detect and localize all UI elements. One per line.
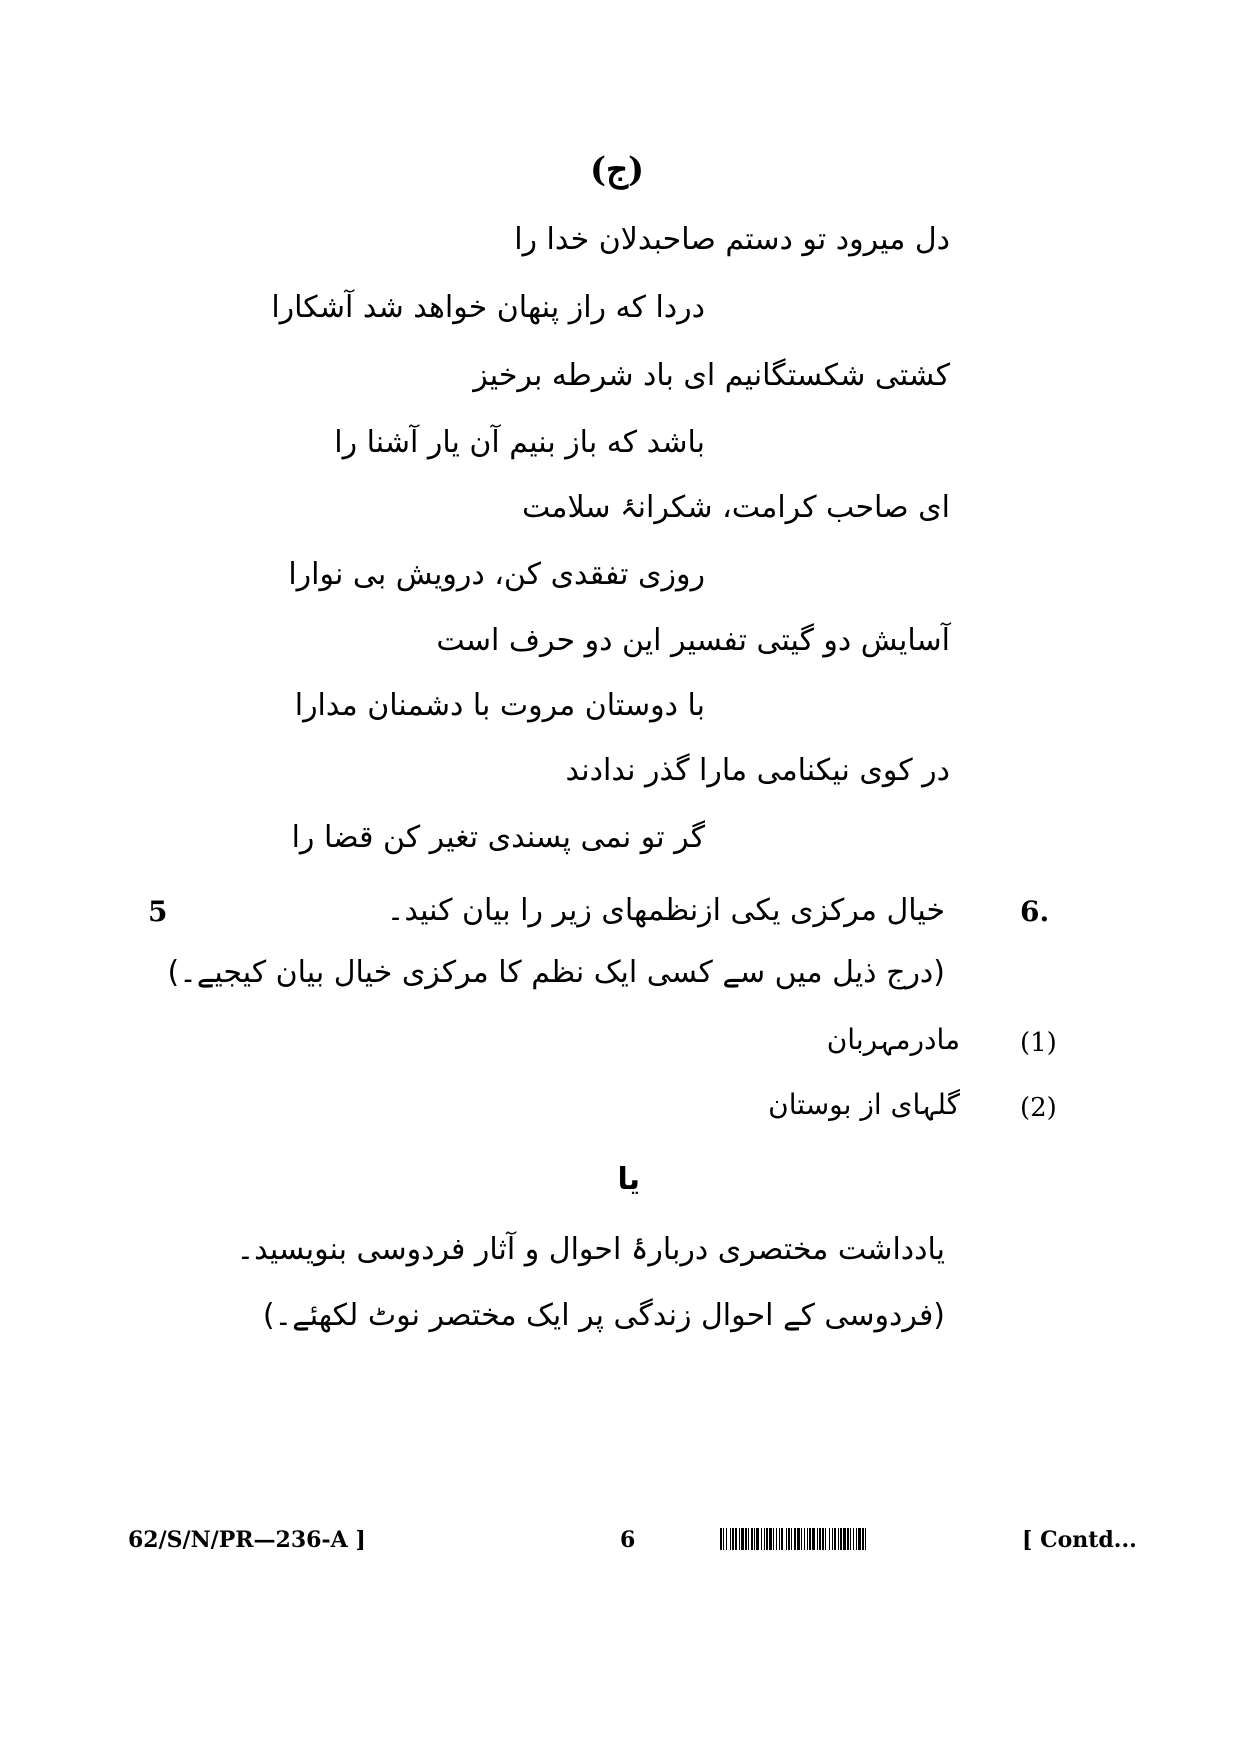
poem-line: ای صاحب کرامت، شکرانۂ سلامت	[521, 490, 950, 525]
barcode	[720, 1528, 1015, 1550]
poem-line: گر تو نمی پسندی تغیر کن قضا را	[291, 820, 705, 855]
option-number: (1)	[1020, 1028, 1057, 1058]
option-text: مادرمہربان	[826, 1023, 960, 1056]
barcode-bar	[866, 1528, 868, 1550]
poem-line: دردا که راز پنهان خواهد شد آشکارا	[271, 290, 705, 325]
section-heading: (ج)	[590, 150, 645, 190]
poem-line: دل میرود تو دستم صاحبدلان خدا را	[514, 222, 950, 257]
page-number: 6	[620, 1527, 636, 1553]
poem-line: روزی تفقدی کن، درویش بی نوارا	[288, 557, 705, 592]
poem-line: آسایش دو گیتی تفسیر این دو حرف است	[436, 623, 950, 658]
poem-line: در کوی نیکنامی مارا گذر ندادند	[565, 753, 950, 788]
question-number: 6.	[1020, 895, 1050, 928]
poem-line: با دوستان مروت با دشمنان مدارا	[294, 688, 705, 723]
question-persian-text: خیال مرکزی یکی ازنظمهای زیر را بیان کنید۔	[386, 893, 945, 928]
option-number: (2)	[1020, 1093, 1057, 1123]
alt-urdu-text: (فردوسی کے احوال زندگی پر ایک مختصر نوٹ لکھئے۔)	[262, 1298, 945, 1333]
alt-persian-text: یادداشت مختصری دربارۂ احوال و آثار فردوسی بنویسید۔	[236, 1232, 945, 1267]
continued-label: [ Contd...	[1022, 1527, 1137, 1553]
poem-line: کشتی شکستگانیم ای باد شرطه برخیز	[473, 358, 950, 393]
paper-code: 62/S/N/PR—236-A ]	[128, 1527, 366, 1553]
poem-line: باشد که باز بنیم آن یار آشنا را	[334, 425, 705, 460]
question-urdu-text: (درج ذیل میں سے کسی ایک نظم کا مرکزی خیال بیان کیجیے۔)	[167, 955, 945, 990]
option-text: گلہای از بوستان	[768, 1088, 960, 1121]
question-marks: 5	[148, 895, 168, 928]
or-separator: یا	[617, 1162, 640, 1197]
